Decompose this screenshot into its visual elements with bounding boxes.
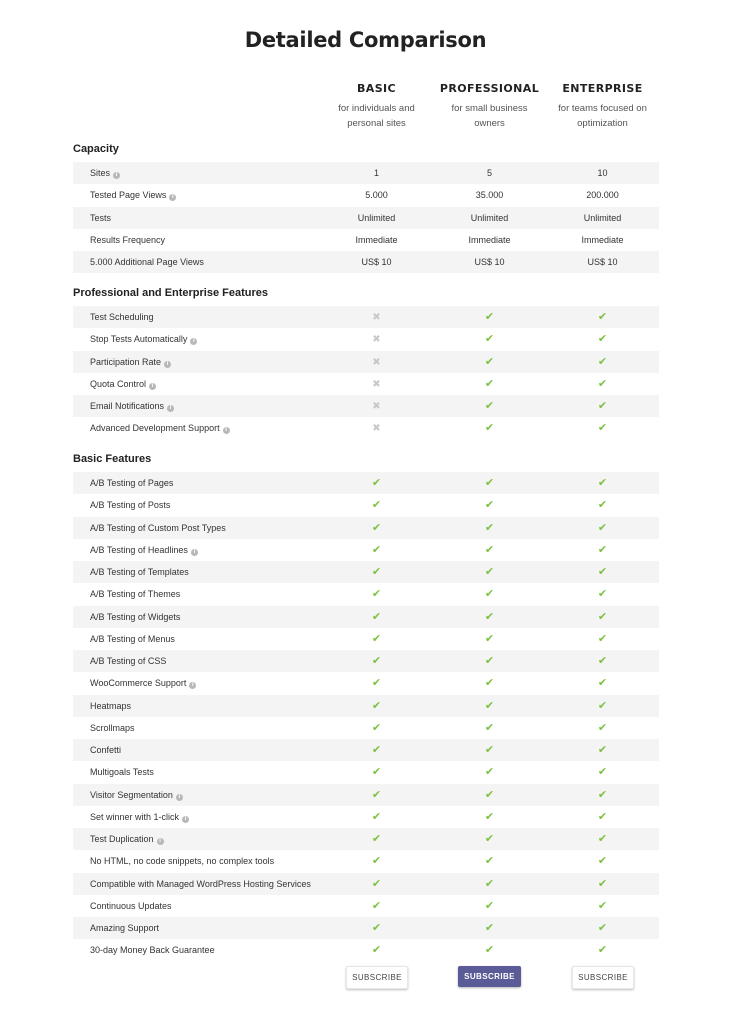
feature-label: Continuous Updates <box>90 900 172 911</box>
check-icon: ✔ <box>597 788 608 801</box>
feature-label: Amazing Support <box>90 923 160 933</box>
plan-header-professional <box>433 82 546 131</box>
table-row <box>73 162 659 184</box>
check-icon: ✔ <box>484 377 495 390</box>
check-icon: ✔ <box>597 810 608 823</box>
info-icon[interactable]: i <box>164 361 171 368</box>
info-icon[interactable]: i <box>176 794 183 801</box>
value-cell: 5.000 <box>365 190 388 201</box>
table-row <box>73 251 659 273</box>
check-icon: ✔ <box>597 422 608 435</box>
feature-cell <box>90 306 154 328</box>
table-row <box>73 672 659 694</box>
feature-label: Tests <box>90 212 112 223</box>
feature-label: A/B Testing of Pages <box>90 478 174 488</box>
check-icon: ✔ <box>371 721 382 734</box>
table-row <box>73 939 659 961</box>
check-icon: ✔ <box>371 499 382 512</box>
check-icon: ✔ <box>371 944 382 957</box>
plan-description-line: for teams focused on <box>558 103 647 114</box>
feature-label: A/B Testing of CSS <box>90 656 167 666</box>
feature-cell <box>90 628 175 650</box>
feature-label: Results Frequency <box>90 234 166 245</box>
check-icon: ✔ <box>484 521 495 534</box>
feature-cell <box>90 939 215 961</box>
check-icon: ✔ <box>484 833 495 845</box>
check-icon: ✔ <box>484 677 495 690</box>
plan-header-enterprise <box>546 82 659 131</box>
check-icon: ✔ <box>484 311 495 323</box>
feature-label: Heatmaps <box>90 700 132 711</box>
table-row <box>73 207 659 229</box>
check-icon: ✔ <box>597 677 608 690</box>
feature-label: 5.000 Additional Page Views <box>90 257 204 267</box>
feature-cell <box>90 695 131 717</box>
feature-cell <box>90 873 311 895</box>
check-icon: ✔ <box>597 333 608 346</box>
check-icon: ✔ <box>371 477 382 489</box>
table-row <box>73 472 659 494</box>
feature-label: A/B Testing of Menus <box>90 633 175 644</box>
plan-description <box>320 101 433 131</box>
feature-cell <box>90 517 226 539</box>
table-row <box>73 806 659 828</box>
page-title: Detailed Comparison <box>244 28 487 52</box>
info-icon[interactable]: i <box>157 838 164 845</box>
table-row <box>73 184 659 206</box>
check-icon: ✔ <box>484 588 495 601</box>
check-icon: ✔ <box>371 699 382 712</box>
value-cell: US$ 10 <box>474 257 505 267</box>
info-icon[interactable]: i <box>190 338 197 345</box>
table-row <box>73 739 659 761</box>
plan-name: ENTERPRISE <box>562 82 643 95</box>
table-row <box>73 539 659 561</box>
section-title: Basic Features <box>73 453 152 465</box>
plan-description-line: optimization <box>577 118 628 129</box>
table-row <box>73 328 659 350</box>
check-icon: ✔ <box>597 877 608 890</box>
cross-icon: ✖ <box>372 312 381 323</box>
check-icon: ✔ <box>371 922 382 934</box>
table-row <box>73 917 659 939</box>
check-icon: ✔ <box>371 588 382 601</box>
check-icon: ✔ <box>597 922 608 934</box>
table-row <box>73 650 659 672</box>
check-icon: ✔ <box>484 721 495 734</box>
feature-cell <box>90 850 274 872</box>
value-cell: 1 <box>373 168 379 178</box>
info-icon[interactable]: i <box>169 194 176 201</box>
check-icon: ✔ <box>484 333 495 346</box>
section-title: Capacity <box>73 143 119 155</box>
cross-icon: ✖ <box>372 378 381 390</box>
section-title: Professional and Enterprise Features <box>73 287 269 299</box>
feature-label: Advanced Development Support <box>90 423 220 434</box>
feature-cell <box>90 672 196 694</box>
table-row <box>73 351 659 373</box>
check-icon: ✔ <box>597 610 608 623</box>
value-cell: US$ 10 <box>361 257 392 267</box>
info-icon[interactable]: i <box>167 405 174 412</box>
feature-label: Tested Page Views <box>90 190 167 201</box>
check-icon: ✔ <box>484 788 495 801</box>
feature-label: Visitor Segmentation <box>90 789 173 800</box>
check-icon: ✔ <box>484 610 495 623</box>
feature-label: Stop Tests Automatically <box>90 334 188 345</box>
feature-cell <box>90 806 189 828</box>
subscribe-basic-button[interactable]: SUBSCRIBE <box>346 966 408 989</box>
check-icon: ✔ <box>484 400 495 412</box>
check-icon: ✔ <box>371 899 382 912</box>
feature-label: A/B Testing of Posts <box>90 500 171 511</box>
feature-label: No HTML, no code snippets, no complex tools <box>90 856 275 867</box>
feature-cell <box>90 417 230 439</box>
feature-cell <box>90 162 120 184</box>
info-icon[interactable]: i <box>149 383 156 390</box>
check-icon: ✔ <box>371 855 382 868</box>
info-icon[interactable]: i <box>113 172 120 179</box>
check-icon: ✔ <box>484 855 495 868</box>
check-icon: ✔ <box>484 744 495 756</box>
check-icon: ✔ <box>371 610 382 623</box>
check-icon: ✔ <box>597 944 608 957</box>
feature-label: WooCommerce Support <box>90 678 187 689</box>
table-row <box>73 373 659 395</box>
feature-cell <box>90 251 204 273</box>
feature-cell <box>90 472 173 494</box>
table-row <box>73 561 659 583</box>
feature-label: Sites <box>90 168 111 178</box>
check-icon: ✔ <box>484 699 495 712</box>
feature-cell <box>90 328 197 350</box>
feature-cell <box>90 895 172 917</box>
cross-icon: ✖ <box>372 401 381 412</box>
feature-cell <box>90 828 164 850</box>
check-icon: ✔ <box>371 744 382 756</box>
check-icon: ✔ <box>597 655 608 667</box>
feature-cell <box>90 207 111 229</box>
feature-cell <box>90 717 135 739</box>
value-cell: 10 <box>597 168 608 178</box>
plan-description <box>546 101 659 131</box>
check-icon: ✔ <box>597 477 608 489</box>
check-icon: ✔ <box>597 855 608 868</box>
value-cell: Unlimited <box>583 212 622 223</box>
check-icon: ✔ <box>484 543 495 556</box>
feature-label: Test Duplication <box>90 834 154 844</box>
table-row <box>73 828 659 850</box>
check-icon: ✔ <box>597 699 608 712</box>
check-icon: ✔ <box>597 499 608 512</box>
table-row <box>73 628 659 650</box>
value-cell: 200.000 <box>586 190 619 201</box>
table-row <box>73 306 659 328</box>
check-icon: ✔ <box>597 566 608 578</box>
check-icon: ✔ <box>597 766 608 779</box>
table-row <box>73 517 659 539</box>
value-cell: Unlimited <box>357 212 396 223</box>
table-row <box>73 695 659 717</box>
feature-cell <box>90 917 159 939</box>
feature-label: Participation Rate <box>90 356 162 367</box>
check-icon: ✔ <box>484 422 495 435</box>
feature-cell <box>90 739 121 761</box>
plan-description-line: owners <box>474 118 505 129</box>
check-icon: ✔ <box>371 877 382 890</box>
feature-cell <box>90 395 174 417</box>
value-cell: Immediate <box>468 234 511 245</box>
check-icon: ✔ <box>484 632 495 645</box>
feature-label: Compatible with Managed WordPress Hosting Services <box>90 878 311 889</box>
feature-label: Multigoals Tests <box>90 767 154 778</box>
feature-cell <box>90 650 166 672</box>
info-icon[interactable]: i <box>223 427 230 434</box>
check-icon: ✔ <box>371 655 382 667</box>
info-icon[interactable]: i <box>191 549 198 556</box>
feature-cell <box>90 539 198 561</box>
subscribe-enterprise-button[interactable]: SUBSCRIBE <box>572 966 634 989</box>
check-icon: ✔ <box>484 877 495 890</box>
check-icon: ✔ <box>484 810 495 823</box>
feature-cell <box>90 761 154 783</box>
feature-label: Confetti <box>90 745 122 755</box>
check-icon: ✔ <box>597 833 608 845</box>
plan-header-basic <box>320 82 433 131</box>
cross-icon: ✖ <box>372 356 381 368</box>
check-icon: ✔ <box>371 766 382 779</box>
value-cell: 35.000 <box>475 190 504 201</box>
value-cell: Immediate <box>355 234 398 245</box>
check-icon: ✔ <box>597 543 608 556</box>
check-icon: ✔ <box>371 677 382 690</box>
table-row <box>73 784 659 806</box>
feature-label: A/B Testing of Custom Post Types <box>90 522 226 533</box>
check-icon: ✔ <box>597 632 608 645</box>
table-row <box>73 895 659 917</box>
feature-label: Set winner with 1-click <box>90 811 180 822</box>
check-icon: ✔ <box>484 477 495 489</box>
check-icon: ✔ <box>597 377 608 390</box>
check-icon: ✔ <box>597 311 608 323</box>
check-icon: ✔ <box>484 655 495 667</box>
check-icon: ✔ <box>371 788 382 801</box>
check-icon: ✔ <box>371 833 382 845</box>
check-icon: ✔ <box>371 632 382 645</box>
feature-cell <box>90 229 165 251</box>
table-row <box>73 873 659 895</box>
check-icon: ✔ <box>484 944 495 957</box>
feature-label: 30-day Money Back Guarantee <box>90 945 215 956</box>
feature-label: Test Scheduling <box>90 312 154 322</box>
table-row <box>73 395 659 417</box>
feature-cell <box>90 373 156 395</box>
table-row <box>73 606 659 628</box>
info-icon[interactable]: i <box>182 816 189 823</box>
check-icon: ✔ <box>484 899 495 912</box>
value-cell: 5 <box>486 168 492 178</box>
cross-icon: ✖ <box>372 423 381 435</box>
check-icon: ✔ <box>371 566 382 578</box>
table-row <box>73 417 659 439</box>
value-cell: Immediate <box>581 234 624 245</box>
plan-description-line: personal sites <box>347 118 406 129</box>
check-icon: ✔ <box>484 566 495 578</box>
table-row <box>73 850 659 872</box>
check-icon: ✔ <box>371 521 382 534</box>
cross-icon: ✖ <box>372 334 381 346</box>
feature-cell <box>90 784 183 806</box>
check-icon: ✔ <box>484 355 495 368</box>
value-cell: US$ 10 <box>587 257 618 267</box>
table-row <box>73 761 659 783</box>
check-icon: ✔ <box>597 400 608 412</box>
plan-name: BASIC <box>357 82 396 95</box>
feature-cell <box>90 583 180 605</box>
info-icon[interactable]: i <box>189 682 196 689</box>
check-icon: ✔ <box>597 588 608 601</box>
feature-cell <box>90 561 189 583</box>
feature-label: A/B Testing of Headlines <box>90 544 188 555</box>
feature-cell <box>90 494 170 516</box>
check-icon: ✔ <box>484 922 495 934</box>
check-icon: ✔ <box>371 543 382 556</box>
table-row <box>73 229 659 251</box>
check-icon: ✔ <box>484 499 495 512</box>
check-icon: ✔ <box>597 521 608 534</box>
feature-cell <box>90 606 180 628</box>
table-row <box>73 717 659 739</box>
value-cell: Unlimited <box>470 212 509 223</box>
feature-label: A/B Testing of Widgets <box>90 611 181 622</box>
check-icon: ✔ <box>371 810 382 823</box>
check-icon: ✔ <box>484 766 495 779</box>
feature-label: Quota Control <box>90 378 147 389</box>
check-icon: ✔ <box>597 721 608 734</box>
check-icon: ✔ <box>597 899 608 912</box>
feature-cell <box>90 351 171 373</box>
check-icon: ✔ <box>597 355 608 368</box>
plan-description-line: for small business <box>451 103 528 114</box>
feature-label: A/B Testing of Themes <box>90 589 181 600</box>
plan-description <box>433 101 546 131</box>
feature-label: Scrollmaps <box>90 722 135 733</box>
subscribe-professional-button[interactable]: SUBSCRIBE <box>458 966 521 987</box>
table-row <box>73 494 659 516</box>
plan-name: PROFESSIONAL <box>439 82 540 95</box>
check-icon: ✔ <box>597 744 608 756</box>
feature-cell <box>90 184 176 206</box>
table-row <box>73 583 659 605</box>
feature-label: A/B Testing of Templates <box>90 567 189 577</box>
plan-description-line: for individuals and <box>338 103 415 114</box>
feature-label: Email Notifications <box>90 401 165 411</box>
